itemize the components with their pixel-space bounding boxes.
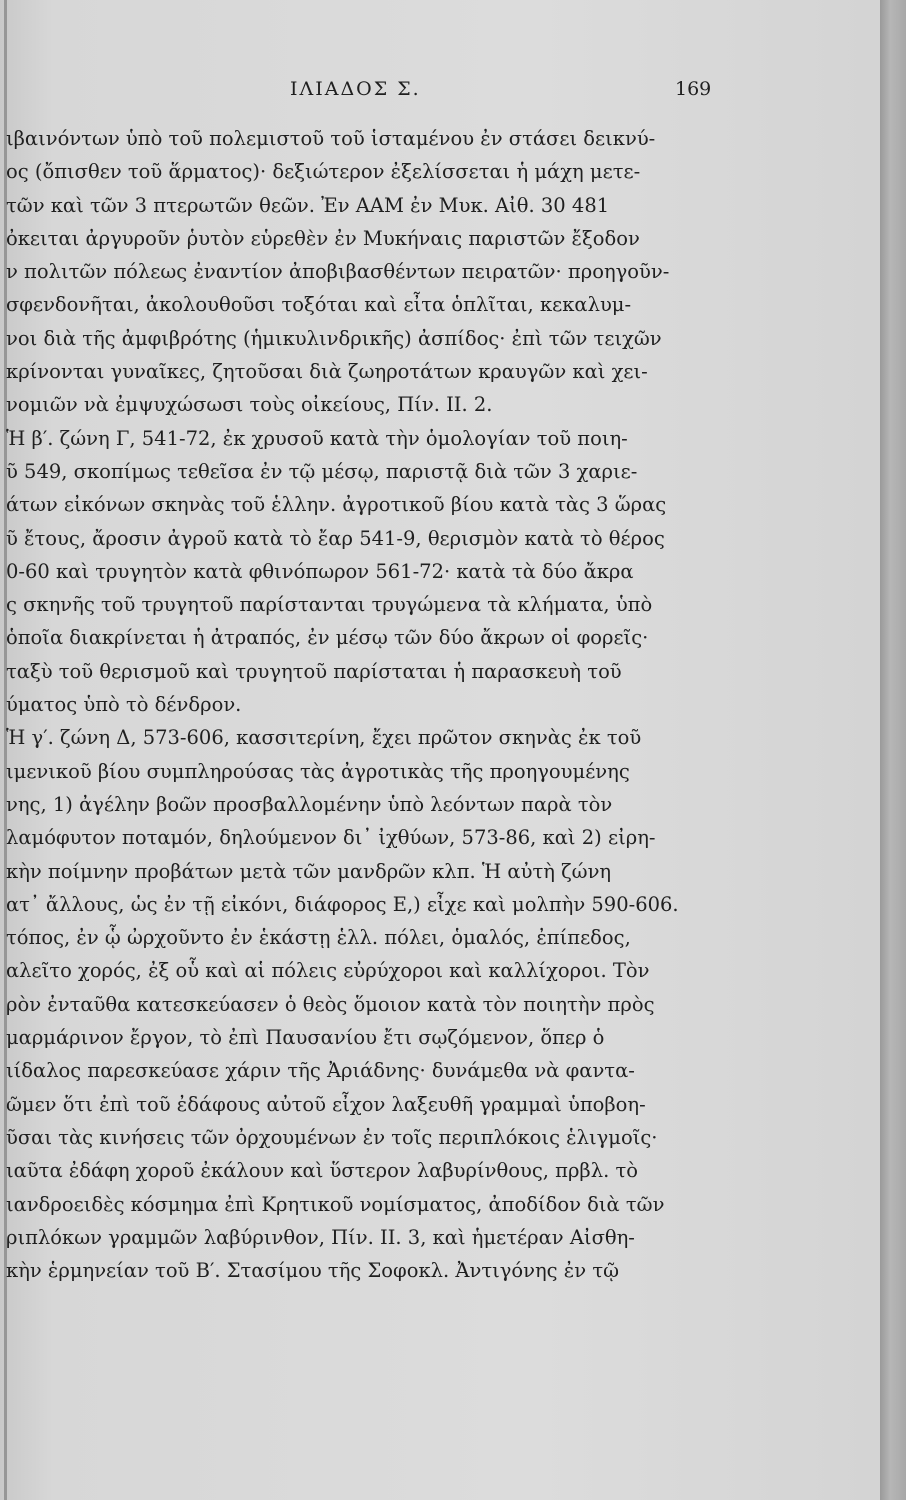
text-line: κὴν ποίμνην προβάτων μετὰ τῶν μανδρῶν κλπ. Ἡ αὐτὴ ζώνη — [6, 859, 612, 883]
text-line: ν πολιτῶν πόλεως ἐναντίον ἀποβιβασθέντων πειρατῶν· προηγοῦν- — [6, 260, 670, 284]
text-line: ρὸν ἐνταῦθα κατεσκεύασεν ὁ θεὸς ὅμοιον κατὰ τὸν ποιητὴν πρὸς — [6, 992, 655, 1016]
text-line: λαμόφυτον ποταμόν, δηλούμενον δι᾽ ἰχθύων, 573-86, καὶ 2) εἰρη- — [6, 826, 656, 850]
text-line: ιμενικοῦ βίου συμπληρούσας τὰς ἀγροτικὰς τῆς προηγουμένης — [6, 759, 630, 783]
text-line: ῦσαι τὰς κινήσεις τῶν ὀρχουμένων ἐν τοῖς περιπλόκοις ἑλιγμοῖς· — [6, 1125, 658, 1149]
text-line: νομιῶν νὰ ἐμψυχώσωσι τοὺς οἰκείους, Πίν. ΙΙ. 2. — [6, 393, 493, 417]
text-line: ιβαινόντων ὑπὸ τοῦ πολεμιστοῦ τοῦ ἱσταμένου ἐν στάσει δεικνύ- — [6, 127, 656, 150]
text-line: κρίνονται γυναῖκες, ζητοῦσαι διὰ ζωηροτάτων κραυγῶν καὶ χει- — [6, 360, 648, 384]
page-header — [0, 78, 880, 108]
text-line: τόπος, ἐν ᾧ ὠρχοῦντο ἐν ἑκάστῃ ἑλλ. πόλει, ὁμαλός, ἐπίπεδος, — [6, 926, 631, 950]
text-line: σφενδονῆται, ἀκολουθοῦσι τοξόται καὶ εἶτα ὁπλῖται, κεκαλυμ- — [6, 293, 632, 317]
text-line: Ἡ γ′. ζώνη Δ, 573-606, κασσιτερίνη, ἔχει πρῶτον σκηνὰς ἐκ τοῦ — [6, 726, 642, 750]
page-edge — [880, 0, 906, 1500]
text-line: ῶμεν ὅτι ἐπὶ τοῦ ἐδάφους αὐτοῦ εἶχον λαξευθῆ γραμμαὶ ὑποβοη- — [6, 1092, 646, 1116]
text-line: μαρμάρινον ἔργον, τὸ ἐπὶ Παυσανίου ἔτι σῳζόμενον, ὅπερ ὁ — [6, 1026, 605, 1050]
text-line: ιαῦτα ἐδάφη χοροῦ ἐκάλουν καὶ ὕστερον λαβυρίνθους, πρβλ. τὸ — [6, 1159, 638, 1183]
text-line: αλεῖτο χορός, ἐξ οὗ καὶ αἱ πόλεις εὐρύχοροι καὶ καλλίχοροι. Τὸν — [6, 959, 650, 983]
text-line: ατ᾽ ἄλλους, ὡς ἐν τῇ εἰκόνι, διάφορος Ε,) εἶχε καὶ μολπὴν 590-606. — [6, 892, 679, 916]
text-line: ὀκειται ἀργυροῦν ῥυτὸν εὑρεθὲν ἐν Μυκήναις παριστῶν ἔξοδον — [6, 226, 640, 250]
text-line: ῦ 549, σκοπίμως τεθεῖσα ἐν τῷ μέσῳ, παριστᾷ διὰ τῶν 3 χαριε- — [6, 459, 638, 483]
text-line: ταξὺ τοῦ θερισμοῦ καὶ τρυγητοῦ παρίσταται ἡ παρασκευὴ τοῦ — [6, 659, 622, 683]
text-line: ῦ ἔτους, ἄροσιν ἀγροῦ κατὰ τὸ ἔαρ 541-9, θερισμὸν κατὰ τὸ θέρος — [6, 526, 665, 550]
running-title: ΙΛΙΑΔΟΣ Σ. — [290, 78, 421, 100]
text-line: ος (ὄπισθεν τοῦ ἅρματος)· δεξιώτερον ἐξελίσσεται ἡ μάχη μετε- — [6, 160, 641, 184]
text-line: νοι διὰ τῆς ἀμφιβρότης (ἡμικυλινδρικῆς) ἀσπίδος· ἐπὶ τῶν τειχῶν — [6, 326, 662, 350]
text-line: ριπλόκων γραμμῶν λαβύρινθον, Πίν. ΙΙ. 3, καὶ ἡμετέραν Αἰσθη- — [6, 1225, 635, 1249]
text-line: ς σκηνῆς τοῦ τρυγητοῦ παρίστανται τρυγώμενα τὰ κλήματα, ὑπὸ — [6, 593, 653, 617]
text-line: νης, 1) ἀγέλην βοῶν προσβαλλομένην ὑπὸ λεόντων παρὰ τὸν — [6, 792, 613, 816]
text-line: άτων εἰκόνων σκηνὰς τοῦ ἑλλην. ἀγροτικοῦ βίου κατὰ τὰς 3 ὥρας — [6, 493, 667, 517]
text-line: ύματος ὑπὸ τὸ δένδρον. — [6, 693, 242, 717]
text-line: ιίδαλος παρεσκεύασε χάριν τῆς Ἀριάδνης· δυνάμεθα νὰ φαντα- — [6, 1059, 635, 1083]
text-line: κὴν ἑρμηνείαν τοῦ Β′. Στασίμου τῆς Σοφοκλ. Ἀντιγόνης ἐν τῷ — [6, 1259, 620, 1283]
text-line: τῶν καὶ τῶν 3 πτερωτῶν θεῶν. Ἐν ΑΑΜ ἐν Μυκ. Αἰθ. 30 481 — [6, 193, 610, 217]
page-number: 169 — [675, 78, 712, 100]
text-line: ὁποῖα διακρίνεται ἡ ἀτραπός, ἐν μέσῳ τῶν δύο ἄκρων οἱ φορεῖς· — [6, 626, 649, 650]
body-text — [6, 122, 722, 1287]
text-line: ιανδροειδὲς κόσμημα ἐπὶ Κρητικοῦ νομίσματος, ἀποδίδον διὰ τῶν — [6, 1192, 665, 1216]
text-line: 0-60 καὶ τρυγητὸν κατὰ φθινόπωρον 561-72· κατὰ τὰ δύο ἄκρα — [6, 559, 634, 583]
text-line: Ἡ β′. ζώνη Γ, 541-72, ἐκ χρυσοῦ κατὰ τὴν ὁμολογίαν τοῦ ποιη- — [6, 426, 628, 450]
